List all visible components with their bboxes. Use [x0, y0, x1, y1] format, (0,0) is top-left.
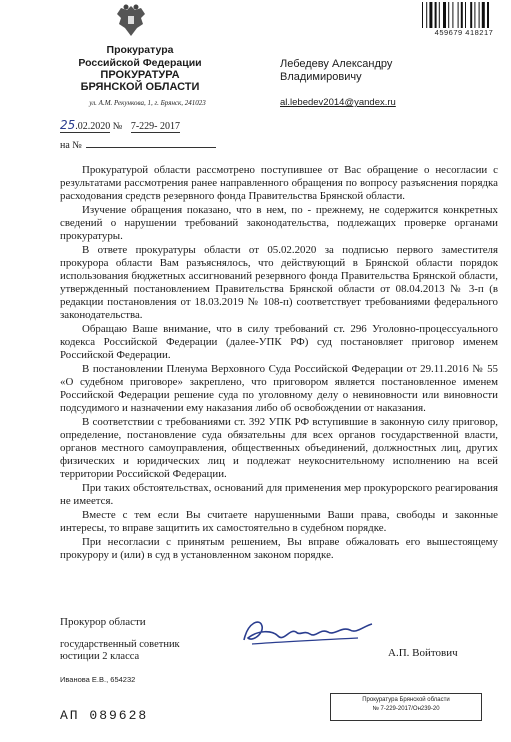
body-paragraph: При таких обстоятельствах, оснований для применения мер прокурорского реагирования не имеется. — [60, 482, 498, 507]
body-paragraph: Прокуратурой области рассмотрено поступившее от Вас обращение о несогласии с результатами рассмотрения ранее направленного обращения по вопросу разъяснения порядка расходования средств резервного фонда Правительства Брянской области. — [60, 164, 498, 202]
number-label: № — [112, 121, 123, 132]
stamp-line-2: № 7-229-2017/Он239-20 — [372, 706, 440, 712]
header-line-2: Российской Федерации — [78, 57, 202, 69]
body-paragraph: В соответствии с требованиями ст. 392 УПК РФ вступившие в законную силу приговор, определение, постановление суда обязательны для всех органов государственной власти, органов местного самоуправления, общественных объединений, должностных лиц, других физических и юридических лиц и подлежат неукоснительному исполнению на всей территории Российской Федерации. — [60, 416, 498, 480]
recipient-name-1: Лебедеву Александру — [280, 58, 393, 70]
header-line-1: Прокуратура — [106, 44, 174, 56]
ap-serial-number: АП 089628 — [60, 708, 149, 723]
reply-to-label: на № — [60, 140, 82, 151]
reply-to-number — [60, 140, 216, 151]
signer-rank — [60, 639, 180, 663]
registration-stamp — [330, 693, 482, 721]
body-paragraph: Изучение обращения показано, что в нем, по - прежнему, не содержится конкретных сведений о нарушении требований законодательства, подлежащих проверке органами прокуратуры. — [60, 204, 498, 242]
signer-rank-line-2: юстиции 2 класса — [60, 651, 140, 662]
signer-title: Прокурор области — [60, 616, 146, 628]
stamp-line-1: Прокуратура Брянской области — [362, 697, 450, 703]
signer-name: А.П. Войтович — [388, 647, 458, 659]
body-paragraph: В постановлении Пленума Верховного Суда Российской Федерации от 29.11.2016 № 55 «О судебном приговоре» закреплено, что приговором является постановленное именем Российской Федерации решение суда по уголовному делу о невиновности или виновности подсудимого и назначении ему наказания либо об освобождении от наказания. — [60, 363, 498, 414]
date-rest: .02.2020 — [75, 121, 111, 132]
body-paragraph: Обращаю Ваше внимание, что в силу требований ст. 296 Уголовно-процессуального кодекса Российской Федерации (далее-УПК РФ) суд постановляет приговор именем Российской Федерации. — [60, 323, 498, 361]
date-day: 25 — [60, 118, 76, 132]
letter-body — [60, 164, 498, 563]
recipient-name-2: Владимировичу — [280, 71, 362, 83]
document-date — [60, 118, 180, 133]
barcode-number: 459679 418217 — [434, 28, 494, 37]
executor-info: Иванова Е.В., 654232 — [60, 675, 136, 684]
barcode — [420, 2, 508, 42]
recipient — [280, 58, 392, 84]
handwritten-signature — [238, 612, 378, 657]
document-number: 7-229- 2017 — [130, 121, 180, 132]
body-paragraph: В ответе прокуратуры области от 05.02.2020 за подписью первого заместителя прокурора области Вам разъяснялось, что действующий в Брянской области порядок использования бюджетных ассигнований резервного фонда Правительства Брянской области, утвержденный постановлением Правительства Брянской области от 08.04.2013 № 3-п (в редакции постановления от 18.03.2019 № 108-п) соответствует требованиями федерального законодательства. — [60, 244, 498, 321]
recipient-email[interactable]: al.lebedev2014@yandex.ru — [280, 97, 396, 108]
body-paragraph: Вместе с тем если Вы считаете нарушенными Ваши права, свободы и законные интересы, то вправе защитить их самостоятельно в судебном порядке. — [60, 509, 498, 534]
coat-of-arms-emblem — [113, 2, 149, 40]
barcode-bars-icon — [420, 2, 508, 28]
body-paragraph: При несогласии с принятым решением, Вы вправе обжаловать его вышестоящему прокурору и (или) в суд в установленном законом порядке. — [60, 536, 498, 561]
reply-to-blank — [86, 147, 216, 148]
header-line-4: БРЯНСКОЙ ОБЛАСТИ — [80, 81, 200, 93]
header-address: ул. А.М. Рекункова, 1, г. Брянск, 241023 — [89, 99, 206, 107]
signer-rank-line-1: государственный советник — [60, 639, 180, 650]
header-line-3: ПРОКУРАТУРА — [100, 69, 180, 81]
